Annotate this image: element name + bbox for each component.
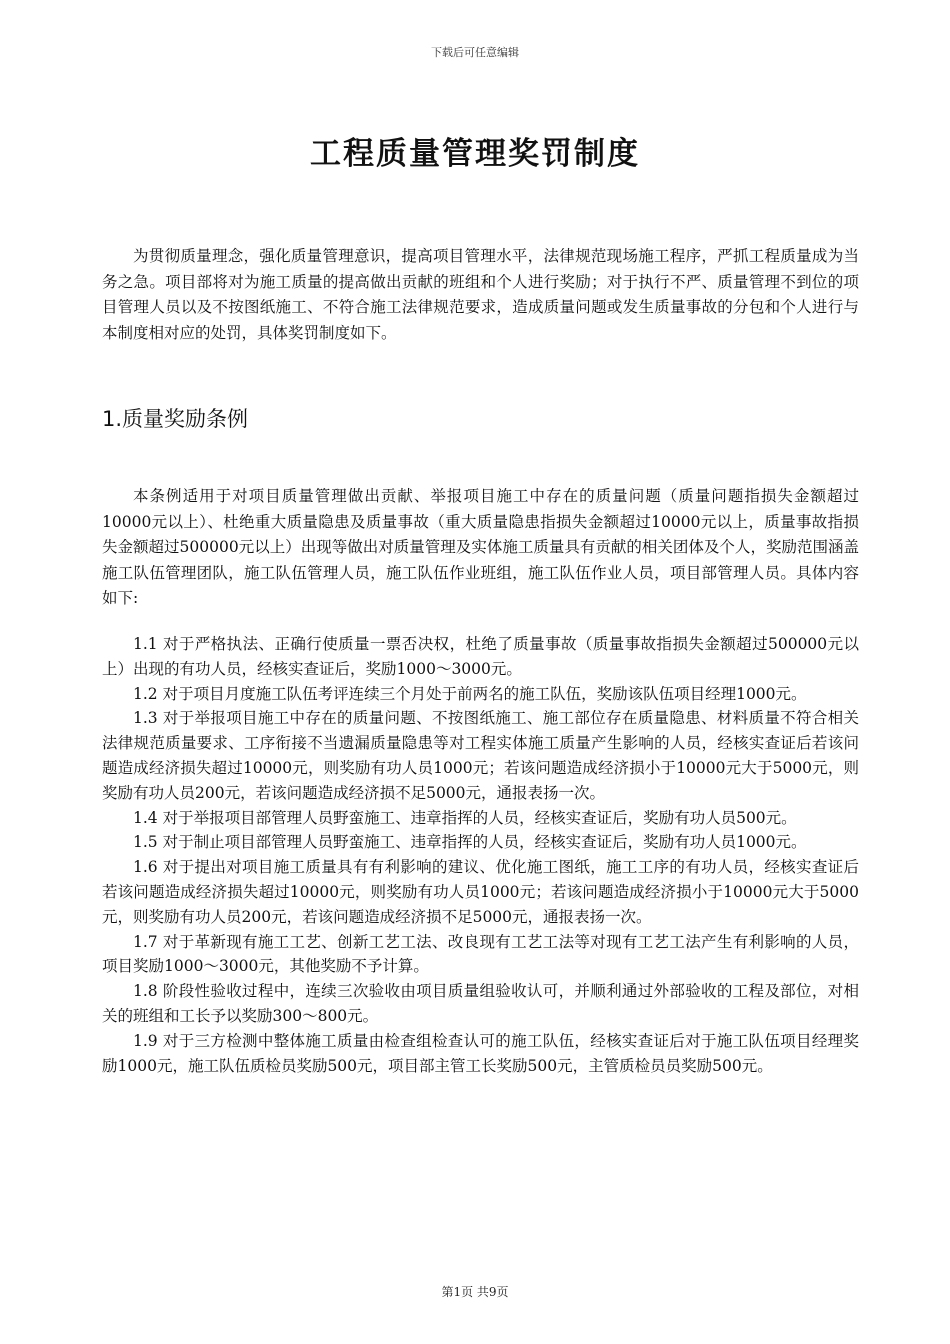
reward-item-1-5: 1.5 对于制止项目部管理人员野蛮施工、违章指挥的人员，经核实查证后，奖励有功人员1000元。 <box>133 833 807 852</box>
reward-item-1-9: 1.9 对于三方检测中整体施工质量由检查组检查认可的施工队伍，经核实查证后对于施工队伍项目经理奖励1000元，施工队伍质检员奖励500元，项目部主管工长奖励500元，主管质检员员奖励500元。 <box>102 1031 859 1075</box>
section-1-heading: 1.质量奖励条例 <box>102 407 249 431</box>
reward-item-1-8: 1.8 阶段性验收过程中，连续三次验收由项目质量组验收认可，并顺利通过外部验收的工程及部位，对相关的班组和工长予以奖励300～800元。 <box>102 982 859 1025</box>
intro-paragraph: 为贯彻质量理念，强化质量管理意识，提高项目管理水平，法律规范现场施工程序，严抓工程质量成为当务之急。项目部将对为施工质量的提高做出贡献的班组和个人进行奖励；对于执行不严、质量管理不到位的项目管理人员以及不按图纸施工、不符合施工法律规范要求，造成质量问题或发生质量事故的分包和个人进行与本制度相对应的处罚，具体奖罚制度如下。 <box>102 247 859 342</box>
reward-item-1-1: 1.1 对于严格执法、正确行使质量一票否决权，杜绝了质量事故（质量事故指损失金额超过500000元以上）出现的有功人员，经核实查证后，奖励1000～3000元。 <box>102 635 859 678</box>
reward-item-1-7: 1.7 对于革新现有施工工艺、创新工艺工法、改良现有工艺工法等对现有工艺工法产生有利影响的人员，项目奖励1000～3000元，其他奖励不予计算。 <box>102 932 859 976</box>
reward-item-1-2: 1.2 对于项目月度施工队伍考评连续三个月处于前两名的施工队伍，奖励该队伍项目经理1000元。 <box>133 684 807 703</box>
page-header-note: 下载后可任意编辑 <box>431 46 519 59</box>
section-1-scope-paragraph: 本条例适用于对项目质量管理做出贡献、举报项目施工中存在的质量问题（质量问题指损失金额超过10000元以上）、杜绝重大质量隐患及质量事故（重大质量隐患指损失金额超过10000元以上，质量事故指损失金额超过500000元以上）出现等做出对质量管理及实体施工质量具有贡献的相关团体及个人，奖励范围涵盖施工队伍管理团队，施工队伍管理人员，施工队伍作业班组，施工队伍作业人员，项目部管理人员。具体内容如下: <box>102 487 859 607</box>
reward-items-list <box>102 632 859 1078</box>
reward-item-1-4: 1.4 对于举报项目部管理人员野蛮施工、违章指挥的人员，经核实查证后，奖励有功人员500元。 <box>133 808 797 827</box>
reward-item-1-3: 1.3 对于举报项目施工中存在的质量问题、不按图纸施工、施工部位存在质量隐患、材料质量不符合相关法律规范质量要求、工序衔接不当遗漏质量隐患等对工程实体施工质量产生影响的人员，经核实查证后若该问题造成经济损失超过10000元，则奖励有功人员1000元；若该问题造成经济损小于10000元大于5000元，则奖励有功人员200元，若该问题造成经济损不足5000元，通报表扬一次。 <box>102 709 859 802</box>
document-title: 工程质量管理奖罚制度 <box>310 136 640 172</box>
page-number-footer: 第1页 共9页 <box>441 1285 509 1299</box>
reward-item-1-6: 1.6 对于提出对项目施工质量具有有利影响的建议、优化施工图纸，施工工序的有功人员，经核实查证后若该问题造成经济损失超过10000元，则奖励有功人员1000元；若该问题造成经济损小于10000元大于5000元，则奖励有功人员200元，若该问题造成经济损不足5000元，通报表扬一次。 <box>102 858 859 926</box>
